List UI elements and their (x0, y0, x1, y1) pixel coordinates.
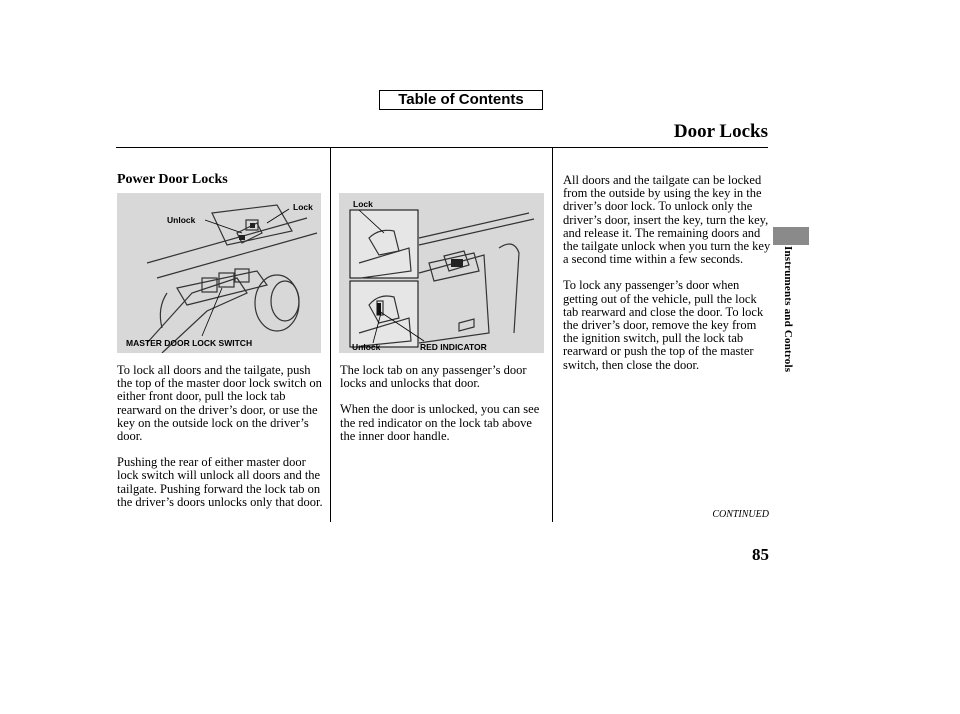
column-divider-1 (330, 147, 331, 522)
unlock-label: Unlock (167, 215, 196, 225)
lock-tab-figure (339, 193, 544, 353)
table-of-contents-button[interactable]: Table of Contents (379, 90, 543, 110)
header-rule (116, 147, 768, 148)
paragraph: The lock tab on any passenger’s door locks and unlocks that door. (340, 363, 527, 391)
column-1-text (117, 364, 327, 522)
paragraph: Pushing the rear of either master door lock switch will unlock all doors and the tailgate. Pushing forward the lock tab on the driver’s doors unlocks only that door. (117, 455, 323, 509)
lock-label: Lock (293, 202, 313, 212)
section-tab-marker (773, 227, 809, 245)
section-title: Door Locks (673, 121, 768, 142)
column-2-text (340, 364, 550, 456)
paragraph: When the door is unlocked, you can see the red indicator on the lock tab above the inner door handle. (340, 402, 540, 443)
side-section-label: Instruments and Controls (782, 246, 794, 373)
paragraph: To lock all doors and the tailgate, push the top of the master door lock switch on either front door, pull the lock tab rearward on the driver’s door, or use the key on the outside lock on the driver’s door. (117, 363, 322, 444)
page-number: 85 (752, 545, 769, 564)
paragraph: All doors and the tailgate can be locked from the outside by using the key in the driver’s door lock. To unlock only the driver’s door, insert the key, turn the key, and release it. The remaining doors and the tailgate unlock when you turn the key a second time within a few seconds. (563, 173, 771, 267)
lock-label: Lock (353, 199, 373, 209)
paragraph: To lock any passenger’s door when getting out of the vehicle, pull the lock tab rearward and close the door. To lock the driver’s door, remove the key from the ignition switch, pull the lock tab rearward or push the top of the master switch, then close the door. (563, 278, 764, 372)
red-indicator-caption: RED INDICATOR (420, 342, 487, 352)
column-divider-2 (552, 147, 553, 522)
column-3-text (563, 174, 773, 385)
unlock-label: Unlock (352, 342, 381, 352)
continued-note: CONTINUED (712, 509, 769, 520)
master-switch-illustration (117, 193, 321, 353)
subheading: Power Door Locks (117, 172, 228, 187)
master-switch-caption: MASTER DOOR LOCK SWITCH (126, 338, 253, 348)
master-switch-figure (117, 193, 321, 353)
lock-tab-illustration (339, 193, 544, 353)
